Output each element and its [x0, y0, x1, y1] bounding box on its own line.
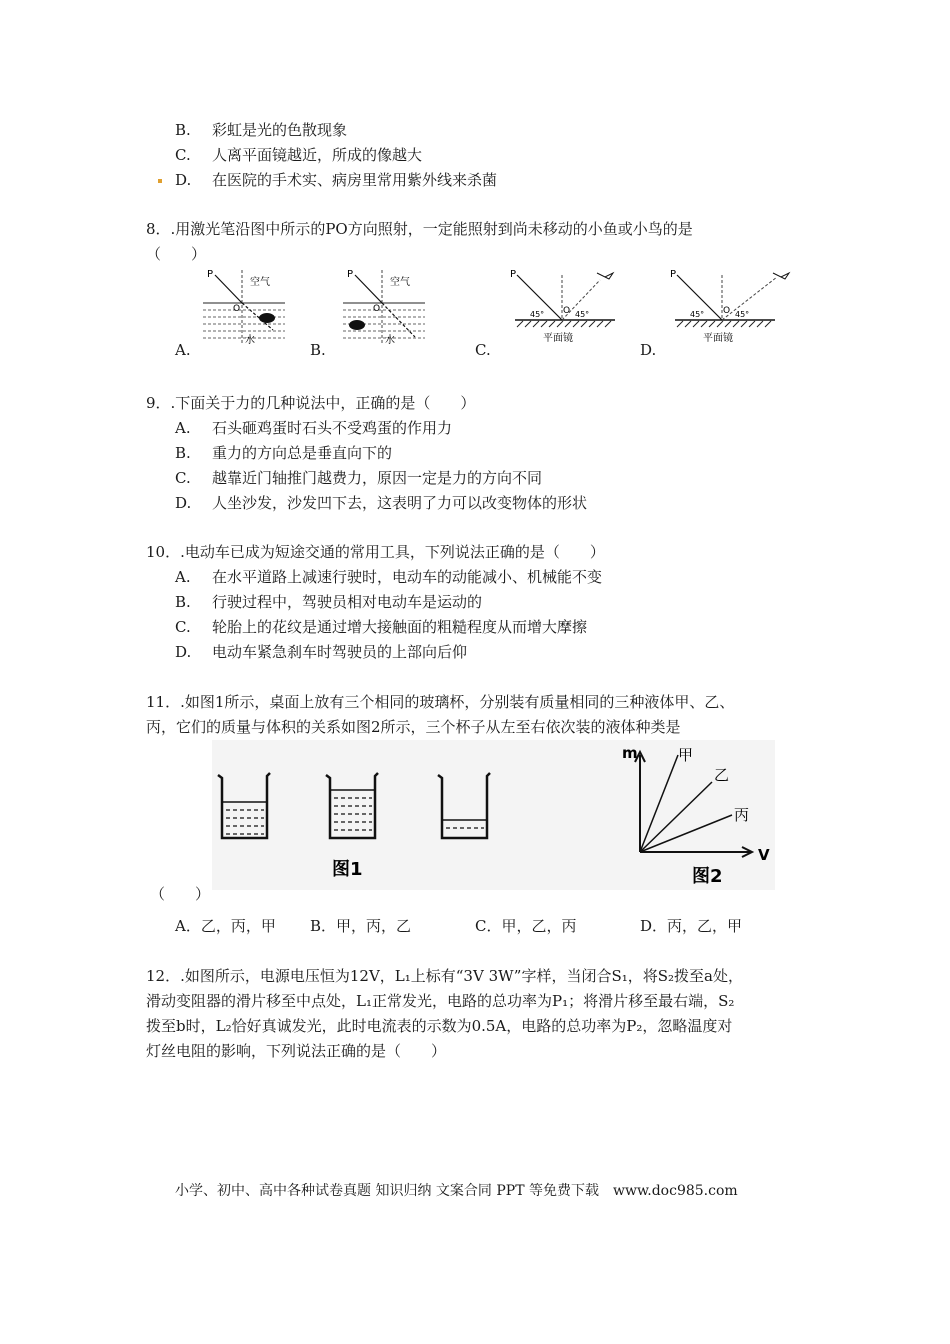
q10-option-b-letter: B.	[175, 593, 191, 611]
q10-option-c-text: 轮胎上的花纹是通过增大接触面的粗糙程度从而增大摩擦	[212, 618, 588, 636]
q10-option-d-letter: D.	[175, 643, 192, 661]
q11-option-c: C．甲，乙，丙	[475, 917, 577, 935]
q8-label-b: B.	[310, 341, 326, 359]
q11-fig1-caption: 图1	[332, 859, 363, 880]
q10-option-b-text: 行驶过程中，驾驶员相对电动车是运动的	[212, 593, 483, 611]
q9-option-a-text: 石头砸鸡蛋时石头不受鸡蛋的作用力	[212, 419, 453, 437]
axis-v-label: V	[758, 846, 770, 864]
svg-text:空气: 空气	[390, 277, 410, 288]
q8-paren: （ ）	[146, 245, 207, 263]
q8-label-c: C.	[475, 341, 491, 359]
q7-option-b-text: 彩虹是光的色散现象	[212, 121, 348, 139]
svg-text:P: P	[510, 269, 517, 280]
label-p: P	[207, 269, 214, 280]
svg-text:水: 水	[385, 335, 395, 345]
q11-option-d: D．丙，乙，甲	[640, 917, 743, 935]
q9-option-d-letter: D.	[175, 494, 192, 512]
q11-stem-line1: 11．.如图1所示，桌面上放有三个相同的玻璃杯，分别装有质量相同的三种液体甲、乙、	[146, 693, 735, 711]
q7-option-d-letter: D.	[175, 171, 192, 189]
series-yi-label: 乙	[714, 766, 730, 784]
axis-m-label: m	[622, 744, 638, 762]
q12-line4: 灯丝电阻的影响，下列说法正确的是（ ）	[146, 1042, 447, 1060]
svg-text:P: P	[670, 269, 677, 280]
q8-label-d: D.	[640, 341, 657, 359]
q10-option-a-text: 在水平道路上减速行驶时，电动车的动能减小、机械能不变	[212, 568, 603, 586]
q9-stem: 9．.下面关于力的几种说法中，正确的是（ ）	[146, 394, 476, 412]
q9-option-a-letter: A.	[175, 419, 191, 437]
label-water: 水	[245, 335, 255, 345]
q10-option-d-text: 电动车紧急刹车时驾驶员的上部向后仰	[212, 643, 468, 661]
q11-option-a: A．乙，丙，甲	[175, 917, 276, 935]
page-footer: 小学、初中、高中各种试卷真题 知识归纳 文案合同 PPT 等免费下载 www.doc985.com	[175, 1183, 738, 1199]
q8-figure-c	[505, 265, 625, 345]
svg-text:45°: 45°	[735, 310, 750, 319]
svg-text:45°: 45°	[575, 310, 590, 319]
q11-figure-1	[212, 740, 632, 890]
q10-option-c-letter: C.	[175, 618, 191, 636]
svg-text:P: P	[347, 269, 354, 280]
q12-line1: 12．.如图所示，电源电压恒为12V，L₁上标有“3V 3W”字样，当闭合S₁，将S₂拨至a处，	[146, 967, 743, 985]
svg-text:45°: 45°	[690, 310, 705, 319]
q11-option-b: B．甲，丙，乙	[310, 917, 412, 935]
svg-text:O: O	[563, 306, 571, 316]
svg-text:O: O	[373, 304, 381, 314]
q8-figure-b	[335, 265, 430, 345]
q11-figure-2	[620, 740, 775, 890]
svg-text:O: O	[723, 306, 731, 316]
q7-option-c-letter: C.	[175, 146, 191, 164]
q12-line2: 滑动变阻器的滑片移至中点处，L₁正常发光，电路的总功率为P₁；将滑片移至最右端，S₂	[146, 992, 735, 1010]
q9-option-d-text: 人坐沙发，沙发凹下去，这表明了力可以改变物体的形状	[212, 494, 588, 512]
q11-paren: （ ）	[150, 885, 211, 903]
q8-label-a: A.	[175, 341, 191, 359]
q10-stem: 10．.电动车已成为短途交通的常用工具，下列说法正确的是（ ）	[146, 543, 605, 561]
q9-option-b-letter: B.	[175, 444, 191, 462]
q7-option-b-letter: B.	[175, 121, 191, 139]
bullet-mark	[158, 179, 162, 183]
q9-option-c-letter: C.	[175, 469, 191, 487]
q8-stem: 8．.用激光笔沿图中所示的PO方向照射，一定能照射到尚未移动的小鱼或小鸟的是	[146, 220, 693, 238]
q10-option-a-letter: A.	[175, 568, 191, 586]
q7-option-d-text: 在医院的手术实、病房里常用紫外线来杀菌	[212, 171, 498, 189]
q9-option-c-text: 越靠近门轴推门越费力，原因一定是力的方向不同	[212, 469, 543, 487]
svg-text:平面镜: 平面镜	[703, 333, 733, 344]
q12-line3: 拨至b时，L₂恰好真诚发光，此时电流表的示数为0.5A，电路的总功率为P₂，忽略温度对	[146, 1017, 733, 1035]
q11-stem-line2: 丙，它们的质量与体积的关系如图2所示，三个杯子从左至右依次装的液体种类是	[146, 718, 681, 736]
q8-figure-d	[665, 265, 795, 345]
series-jia-label: 甲	[678, 746, 694, 764]
svg-text:平面镜: 平面镜	[543, 333, 573, 344]
q8-figure-a	[195, 265, 290, 345]
q11-fig2-caption: 图2	[692, 866, 723, 887]
q7-option-c-text: 人离平面镜越近，所成的像越大	[212, 146, 423, 164]
svg-text:45°: 45°	[530, 310, 545, 319]
label-o: O	[233, 304, 241, 314]
label-air: 空气	[250, 277, 270, 288]
series-bing-label: 丙	[734, 806, 750, 824]
q9-option-b-text: 重力的方向总是垂直向下的	[212, 444, 393, 462]
